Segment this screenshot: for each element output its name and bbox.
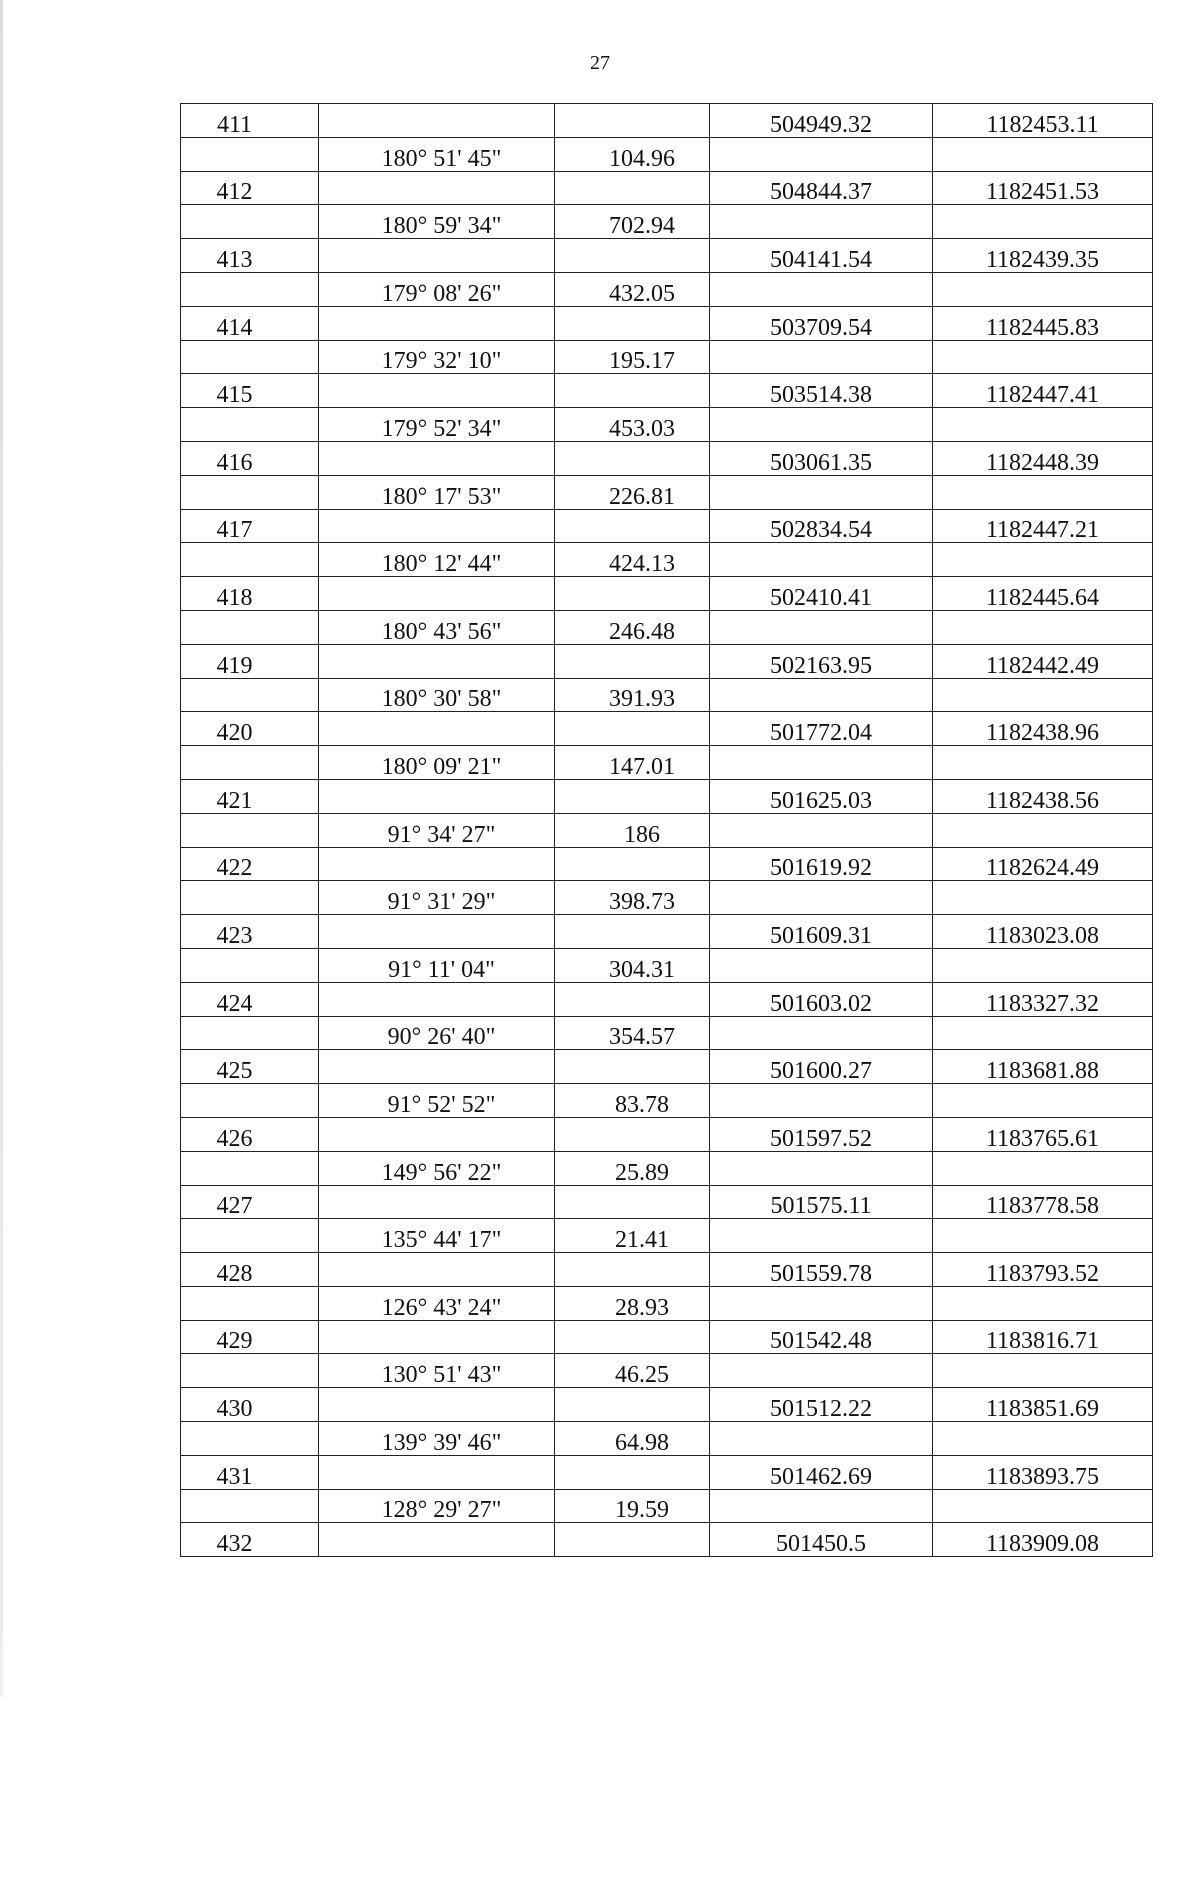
easting-cell (933, 1354, 1153, 1388)
station-cell (181, 1219, 319, 1253)
table-row (181, 137, 1153, 171)
northing-cell: 503061.35 (710, 441, 933, 475)
distance-cell: 424.13 (555, 543, 710, 577)
distance-cell (555, 509, 710, 543)
easting-cell (933, 475, 1153, 509)
northing-cell (710, 1016, 933, 1050)
table-row (181, 915, 1153, 949)
table-row (181, 1523, 1153, 1557)
bearing-cell: 179° 52' 34" (319, 408, 555, 442)
easting-cell: 1183765.61 (933, 1117, 1153, 1151)
easting-cell (933, 1489, 1153, 1523)
bearing-cell: 91° 34' 27" (319, 813, 555, 847)
table-row (181, 948, 1153, 982)
easting-cell: 1182445.64 (933, 577, 1153, 611)
station-cell (181, 1354, 319, 1388)
station-cell (181, 475, 319, 509)
station-cell (181, 1422, 319, 1456)
distance-cell (555, 1388, 710, 1422)
table-row (181, 1253, 1153, 1287)
easting-cell (933, 948, 1153, 982)
station-cell (181, 1084, 319, 1118)
station-cell (181, 543, 319, 577)
easting-cell (933, 881, 1153, 915)
northing-cell (710, 205, 933, 239)
table-row (181, 340, 1153, 374)
bearing-cell: 135° 44' 17" (319, 1219, 555, 1253)
easting-cell (933, 746, 1153, 780)
distance-cell: 246.48 (555, 610, 710, 644)
station-cell (181, 1016, 319, 1050)
table-row (181, 205, 1153, 239)
table-row (181, 272, 1153, 306)
bearing-cell (319, 306, 555, 340)
bearing-cell: 180° 17' 53" (319, 475, 555, 509)
bearing-cell (319, 577, 555, 611)
northing-cell: 504949.32 (710, 104, 933, 138)
northing-cell: 504141.54 (710, 239, 933, 273)
northing-cell: 501603.02 (710, 982, 933, 1016)
distance-cell (555, 306, 710, 340)
distance-cell: 453.03 (555, 408, 710, 442)
bearing-cell (319, 779, 555, 813)
bearing-cell (319, 1185, 555, 1219)
station-cell: 432 (181, 1523, 319, 1557)
bearing-cell: 91° 52' 52" (319, 1084, 555, 1118)
bearing-cell (319, 1253, 555, 1287)
survey-table-container (180, 103, 1152, 1883)
station-cell: 412 (181, 171, 319, 205)
bearing-cell: 180° 43' 56" (319, 610, 555, 644)
distance-cell (555, 171, 710, 205)
station-cell (181, 272, 319, 306)
easting-cell: 1182448.39 (933, 441, 1153, 475)
northing-cell: 502163.95 (710, 644, 933, 678)
table-row (181, 982, 1153, 1016)
station-cell (181, 881, 319, 915)
station-cell: 425 (181, 1050, 319, 1084)
table-row (181, 1422, 1153, 1456)
station-cell (181, 137, 319, 171)
station-cell: 417 (181, 509, 319, 543)
bearing-cell: 128° 29' 27" (319, 1489, 555, 1523)
northing-cell: 501597.52 (710, 1117, 933, 1151)
bearing-cell (319, 847, 555, 881)
table-row (181, 441, 1153, 475)
northing-cell (710, 948, 933, 982)
northing-cell: 504844.37 (710, 171, 933, 205)
northing-cell (710, 475, 933, 509)
northing-cell (710, 610, 933, 644)
distance-cell: 147.01 (555, 746, 710, 780)
survey-table-body (181, 104, 1153, 1557)
easting-cell: 1182438.96 (933, 712, 1153, 746)
bearing-cell (319, 239, 555, 273)
northing-cell: 501772.04 (710, 712, 933, 746)
northing-cell: 501450.5 (710, 1523, 933, 1557)
station-cell: 430 (181, 1388, 319, 1422)
station-cell (181, 813, 319, 847)
northing-cell (710, 543, 933, 577)
easting-cell: 1183023.08 (933, 915, 1153, 949)
easting-cell (933, 678, 1153, 712)
station-cell (181, 678, 319, 712)
easting-cell (933, 408, 1153, 442)
easting-cell (933, 205, 1153, 239)
station-cell (181, 340, 319, 374)
easting-cell: 1183778.58 (933, 1185, 1153, 1219)
easting-cell (933, 340, 1153, 374)
bearing-cell: 126° 43' 24" (319, 1286, 555, 1320)
distance-cell (555, 239, 710, 273)
table-row (181, 475, 1153, 509)
northing-cell: 501575.11 (710, 1185, 933, 1219)
northing-cell: 501512.22 (710, 1388, 933, 1422)
station-cell: 416 (181, 441, 319, 475)
northing-cell: 501625.03 (710, 779, 933, 813)
bearing-cell: 139° 39' 46" (319, 1422, 555, 1456)
table-row (181, 1084, 1153, 1118)
easting-cell: 1182453.11 (933, 104, 1153, 138)
northing-cell (710, 1422, 933, 1456)
table-row (181, 171, 1153, 205)
station-cell: 413 (181, 239, 319, 273)
easting-cell (933, 1286, 1153, 1320)
table-row (181, 239, 1153, 273)
bearing-cell (319, 1455, 555, 1489)
northing-cell (710, 881, 933, 915)
bearing-cell (319, 1117, 555, 1151)
station-cell: 429 (181, 1320, 319, 1354)
northing-cell (710, 813, 933, 847)
distance-cell: 226.81 (555, 475, 710, 509)
distance-cell (555, 441, 710, 475)
northing-cell (710, 272, 933, 306)
table-row (181, 610, 1153, 644)
northing-cell: 502834.54 (710, 509, 933, 543)
northing-cell (710, 1354, 933, 1388)
northing-cell (710, 1151, 933, 1185)
easting-cell: 1182447.21 (933, 509, 1153, 543)
station-cell: 420 (181, 712, 319, 746)
station-cell (181, 610, 319, 644)
table-row (181, 1151, 1153, 1185)
distance-cell (555, 644, 710, 678)
northing-cell: 503709.54 (710, 306, 933, 340)
distance-cell (555, 577, 710, 611)
bearing-cell: 180° 09' 21" (319, 746, 555, 780)
distance-cell: 702.94 (555, 205, 710, 239)
station-cell: 419 (181, 644, 319, 678)
station-cell: 411 (181, 104, 319, 138)
survey-coordinates-table (180, 103, 1153, 1557)
distance-cell: 28.93 (555, 1286, 710, 1320)
northing-cell: 501619.92 (710, 847, 933, 881)
station-cell (181, 1151, 319, 1185)
distance-cell: 21.41 (555, 1219, 710, 1253)
bearing-cell (319, 1050, 555, 1084)
station-cell (181, 408, 319, 442)
easting-cell: 1183793.52 (933, 1253, 1153, 1287)
bearing-cell (319, 1320, 555, 1354)
northing-cell (710, 137, 933, 171)
distance-cell (555, 374, 710, 408)
station-cell: 418 (181, 577, 319, 611)
easting-cell (933, 1016, 1153, 1050)
distance-cell: 354.57 (555, 1016, 710, 1050)
distance-cell: 304.31 (555, 948, 710, 982)
bearing-cell (319, 509, 555, 543)
table-row (181, 1354, 1153, 1388)
table-row (181, 408, 1153, 442)
easting-cell: 1182445.83 (933, 306, 1153, 340)
distance-cell (555, 1117, 710, 1151)
bearing-cell: 179° 08' 26" (319, 272, 555, 306)
northing-cell (710, 1286, 933, 1320)
station-cell: 423 (181, 915, 319, 949)
easting-cell: 1183681.88 (933, 1050, 1153, 1084)
easting-cell: 1182438.56 (933, 779, 1153, 813)
easting-cell: 1183851.69 (933, 1388, 1153, 1422)
bearing-cell: 91° 11' 04" (319, 948, 555, 982)
distance-cell: 46.25 (555, 1354, 710, 1388)
station-cell (181, 948, 319, 982)
easting-cell (933, 1151, 1153, 1185)
table-row (181, 1016, 1153, 1050)
easting-cell: 1182624.49 (933, 847, 1153, 881)
bearing-cell: 149° 56' 22" (319, 1151, 555, 1185)
northing-cell: 501542.48 (710, 1320, 933, 1354)
distance-cell (555, 1320, 710, 1354)
northing-cell (710, 746, 933, 780)
northing-cell (710, 1219, 933, 1253)
bearing-cell: 90° 26' 40" (319, 1016, 555, 1050)
easting-cell: 1183816.71 (933, 1320, 1153, 1354)
table-row (181, 712, 1153, 746)
easting-cell: 1183893.75 (933, 1455, 1153, 1489)
table-row (181, 1219, 1153, 1253)
bearing-cell: 179° 32' 10" (319, 340, 555, 374)
station-cell: 415 (181, 374, 319, 408)
bearing-cell (319, 712, 555, 746)
bearing-cell (319, 982, 555, 1016)
distance-cell (555, 779, 710, 813)
northing-cell (710, 678, 933, 712)
distance-cell (555, 712, 710, 746)
northing-cell (710, 340, 933, 374)
table-row (181, 306, 1153, 340)
easting-cell (933, 1422, 1153, 1456)
northing-cell: 501462.69 (710, 1455, 933, 1489)
station-cell: 426 (181, 1117, 319, 1151)
table-row (181, 104, 1153, 138)
easting-cell (933, 1219, 1153, 1253)
distance-cell: 83.78 (555, 1084, 710, 1118)
northing-cell: 501600.27 (710, 1050, 933, 1084)
distance-cell (555, 1253, 710, 1287)
table-row (181, 746, 1153, 780)
table-row (181, 644, 1153, 678)
station-cell (181, 1489, 319, 1523)
distance-cell: 19.59 (555, 1489, 710, 1523)
distance-cell: 64.98 (555, 1422, 710, 1456)
distance-cell (555, 1185, 710, 1219)
station-cell (181, 1286, 319, 1320)
easting-cell: 1183327.32 (933, 982, 1153, 1016)
northing-cell (710, 408, 933, 442)
bearing-cell (319, 1388, 555, 1422)
table-row (181, 1117, 1153, 1151)
distance-cell (555, 1050, 710, 1084)
table-row (181, 1286, 1153, 1320)
bearing-cell: 180° 30' 58" (319, 678, 555, 712)
easting-cell: 1182442.49 (933, 644, 1153, 678)
table-row (181, 1185, 1153, 1219)
bearing-cell: 180° 59' 34" (319, 205, 555, 239)
bearing-cell (319, 374, 555, 408)
easting-cell (933, 543, 1153, 577)
scan-edge (0, 0, 3, 1697)
station-cell: 431 (181, 1455, 319, 1489)
page-number: 27 (590, 52, 610, 74)
northing-cell: 501609.31 (710, 915, 933, 949)
easting-cell: 1182439.35 (933, 239, 1153, 273)
table-row (181, 577, 1153, 611)
table-row (181, 1388, 1153, 1422)
distance-cell: 432.05 (555, 272, 710, 306)
easting-cell (933, 813, 1153, 847)
distance-cell (555, 104, 710, 138)
northing-cell: 501559.78 (710, 1253, 933, 1287)
easting-cell (933, 1084, 1153, 1118)
station-cell (181, 746, 319, 780)
bearing-cell: 180° 12' 44" (319, 543, 555, 577)
table-row (181, 678, 1153, 712)
easting-cell (933, 272, 1153, 306)
distance-cell (555, 1523, 710, 1557)
table-row (181, 509, 1153, 543)
station-cell: 414 (181, 306, 319, 340)
bearing-cell: 180° 51' 45" (319, 137, 555, 171)
station-cell: 424 (181, 982, 319, 1016)
distance-cell: 186 (555, 813, 710, 847)
bearing-cell (319, 915, 555, 949)
bearing-cell (319, 171, 555, 205)
easting-cell: 1182447.41 (933, 374, 1153, 408)
table-row (181, 543, 1153, 577)
northing-cell: 502410.41 (710, 577, 933, 611)
easting-cell: 1182451.53 (933, 171, 1153, 205)
bearing-cell: 91° 31' 29" (319, 881, 555, 915)
northing-cell (710, 1489, 933, 1523)
distance-cell (555, 982, 710, 1016)
table-row (181, 779, 1153, 813)
table-row (181, 1050, 1153, 1084)
table-row (181, 847, 1153, 881)
distance-cell: 398.73 (555, 881, 710, 915)
distance-cell (555, 915, 710, 949)
table-row (181, 374, 1153, 408)
distance-cell: 391.93 (555, 678, 710, 712)
station-cell: 427 (181, 1185, 319, 1219)
distance-cell: 195.17 (555, 340, 710, 374)
northing-cell: 503514.38 (710, 374, 933, 408)
station-cell: 422 (181, 847, 319, 881)
table-row (181, 881, 1153, 915)
bearing-cell (319, 441, 555, 475)
distance-cell: 25.89 (555, 1151, 710, 1185)
easting-cell (933, 137, 1153, 171)
easting-cell (933, 610, 1153, 644)
table-row (181, 813, 1153, 847)
distance-cell (555, 847, 710, 881)
table-row (181, 1455, 1153, 1489)
distance-cell (555, 1455, 710, 1489)
bearing-cell (319, 104, 555, 138)
station-cell (181, 205, 319, 239)
easting-cell: 1183909.08 (933, 1523, 1153, 1557)
table-row (181, 1320, 1153, 1354)
bearing-cell (319, 644, 555, 678)
distance-cell: 104.96 (555, 137, 710, 171)
bearing-cell: 130° 51' 43" (319, 1354, 555, 1388)
station-cell: 428 (181, 1253, 319, 1287)
bearing-cell (319, 1523, 555, 1557)
station-cell: 421 (181, 779, 319, 813)
table-row (181, 1489, 1153, 1523)
northing-cell (710, 1084, 933, 1118)
